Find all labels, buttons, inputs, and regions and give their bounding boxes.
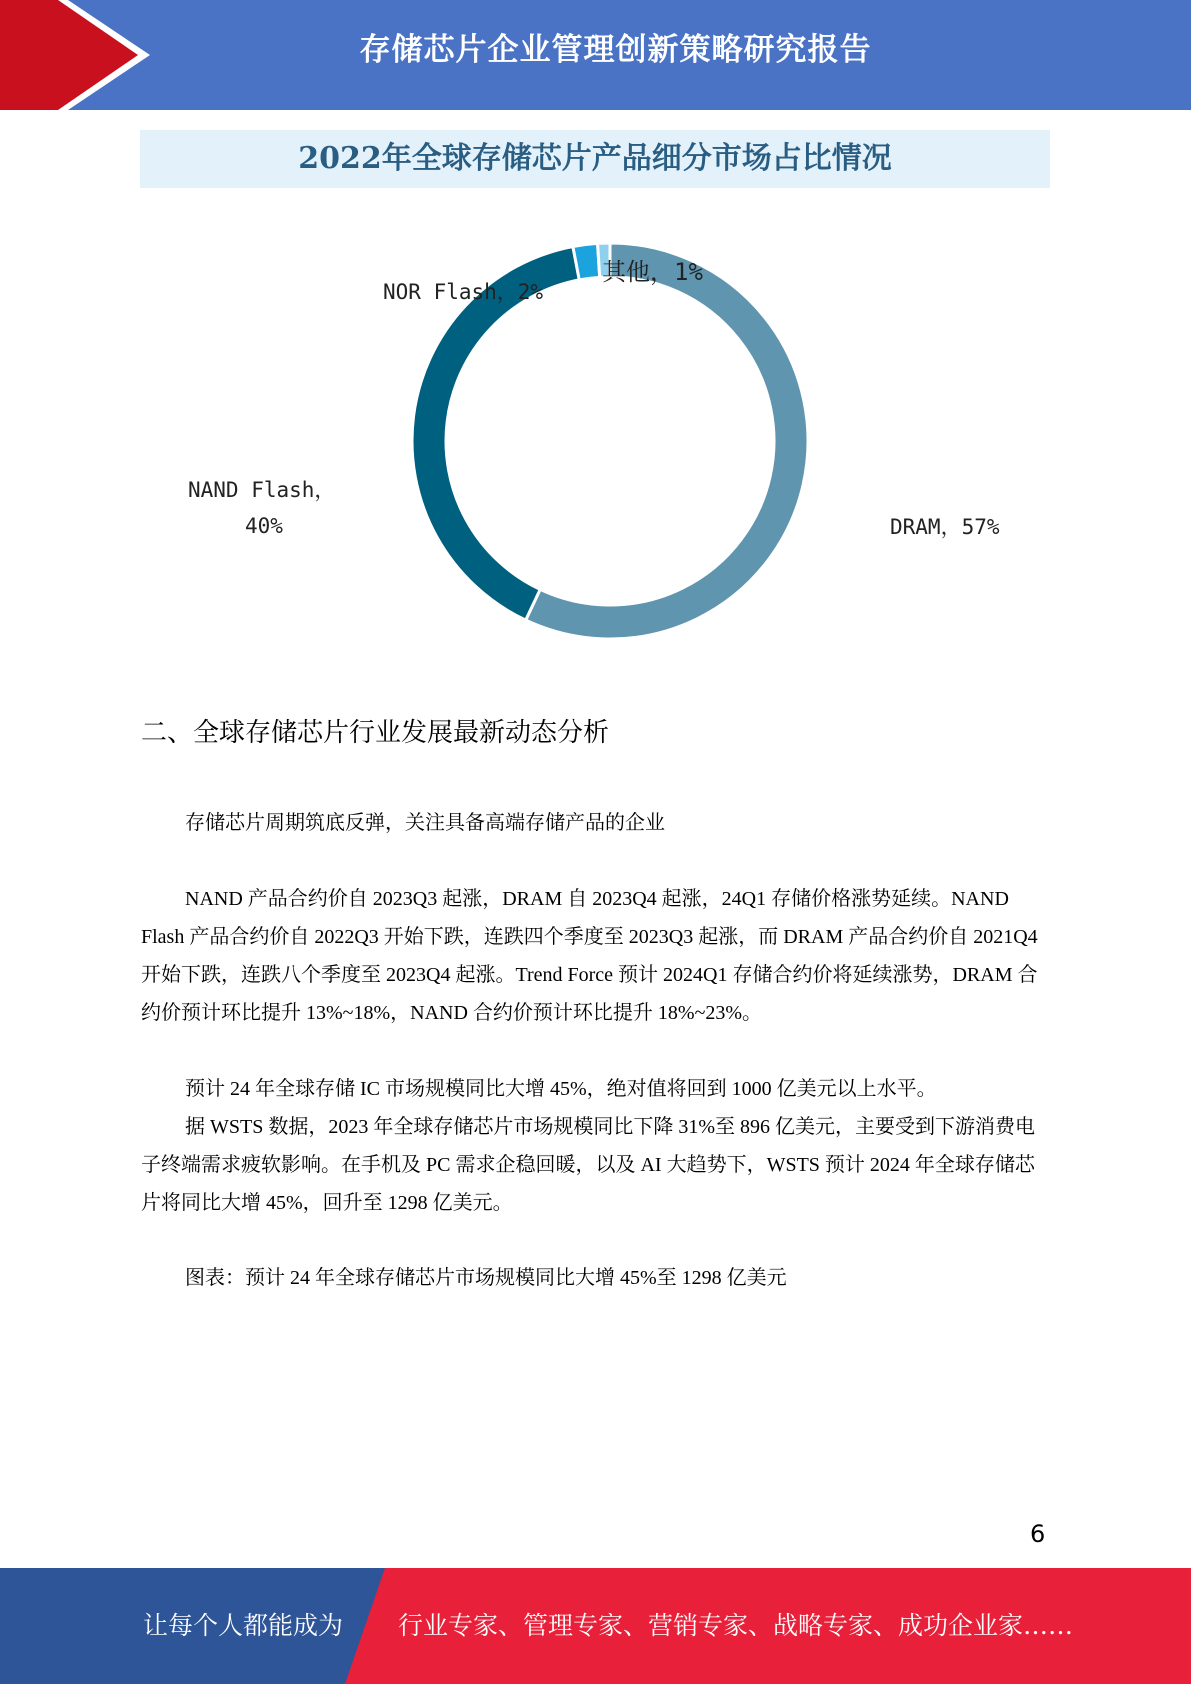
paragraph-3: 预计 24 年全球存储 IC 市场规模同比大增 45%，绝对值将回到 1000 亿美元以上水平。 (185, 1078, 937, 1100)
footer-slogan-right: 行业专家、管理专家、营销专家、战略专家、成功企业家…… (398, 1611, 1074, 1640)
slice-dram (526, 243, 808, 639)
page-number: 6 (1030, 1520, 1046, 1548)
label-other: 其他，1% (602, 258, 703, 286)
chart-title: 2022年全球存储芯片产品细分市场占比情况 (298, 141, 892, 176)
section-heading: 二、全球存储芯片行业发展最新动态分析 (141, 718, 610, 748)
label-nand-line2: 40% (245, 514, 283, 538)
footer-slogan-left: 让每个人都能成为 (143, 1611, 344, 1640)
label-nand-line1: NAND Flash， (188, 478, 336, 502)
paragraph-1: 存储芯片周期筑底反弹，关注具备高端存储产品的企业 (185, 812, 665, 834)
page-footer (0, 1568, 1191, 1684)
page-header (0, 0, 1191, 110)
donut-svg (140, 188, 1050, 655)
paragraph-2: NAND 产品合约价自 2023Q3 起涨，DRAM 自 2023Q4 起涨，24Q1 存储价格涨势延续。NAND Flash 产品合约价自 2022Q3 开始下跌，连跌四个季度至 2023Q3 起涨，而 DRAM 产品合约价自 2021Q4 开始下跌，连跌八个季度至 2023Q4 起涨。Trend Force 预计 2024Q1 存储合约价将延续涨势，DRAM 合约价预计环比提升 13%~18%，NAND 合约价预计环比提升 18%~23%。 (141, 888, 1038, 1024)
report-title: 存储芯片企业管理创新策略研究报告 (359, 32, 872, 68)
market-share-donut-chart (140, 130, 1050, 655)
slice-nor-flash (573, 243, 600, 280)
figure-caption: 图表：预计 24 年全球存储芯片市场规模同比大增 45%至 1298 亿美元 (185, 1267, 787, 1289)
paragraph-4: 据 WSTS 数据，2023 年全球存储芯片市场规模同比下降 31%至 896 亿美元，主要受到下游消费电子终端需求疲软影响。在手机及 PC 需求企稳回暖，以及 AI 大趋势下，WSTS 预计 2024 年全球存储芯片将同比大增 45%，回升至 1298 亿美元。 (141, 1116, 1035, 1214)
label-nor: NOR Flash，2% (383, 280, 544, 304)
label-dram: DRAM，57% (890, 515, 1000, 539)
